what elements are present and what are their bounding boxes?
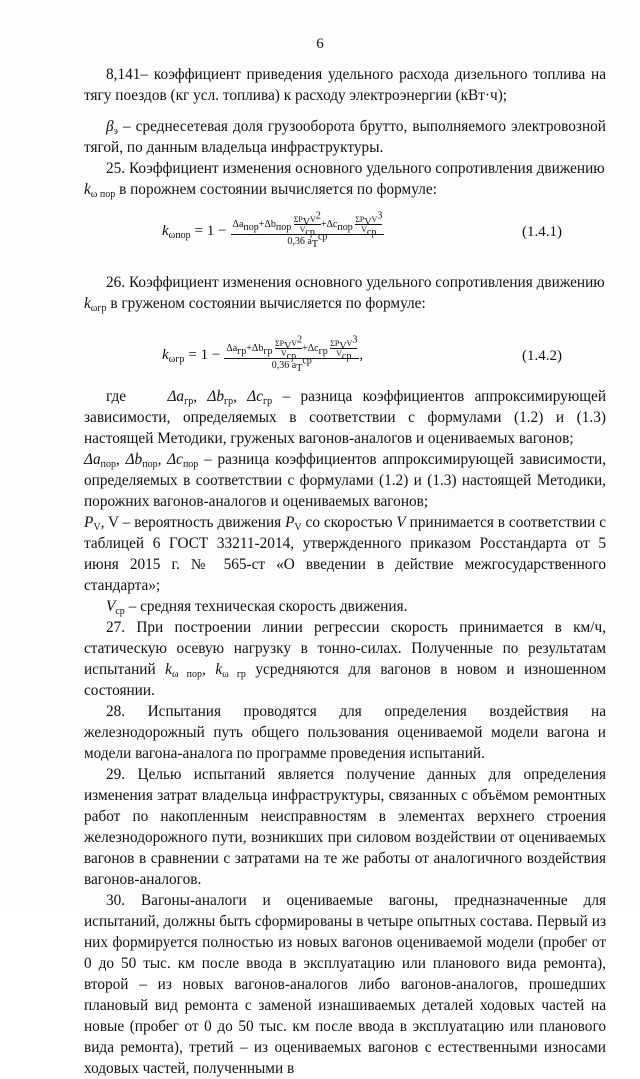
- f2-da-sub: гр: [237, 345, 247, 357]
- f1-fr1-bot: V: [299, 224, 306, 234]
- por-db-sub: пор: [142, 459, 158, 470]
- pv-v: V: [396, 514, 406, 531]
- formula-1-4-2: [84, 324, 606, 386]
- where-gr-text: – разница коэффициентов аппроксимирующей зависимости, определяемых в соответствии с формулами (1.2) и (1.3) настоящей Методики, груженых вагонов-аналогов и оцениваемых вагонов;: [84, 388, 607, 447]
- p26-text-b: в груженом состоянии вычисляется по формуле:: [110, 295, 426, 312]
- f2-inner-frac1: [274, 333, 303, 362]
- f2-den-sup: ср: [302, 355, 312, 367]
- formula2-denominator: [271, 355, 312, 374]
- por-db: , Δb: [116, 451, 143, 468]
- formula1-lhs: [162, 221, 191, 242]
- pv-symbol-2: P: [285, 514, 295, 531]
- f2-fr2-top-sub: V: [339, 340, 347, 352]
- f1-fr1-top: ΣP: [293, 214, 303, 224]
- formula1-k: k: [162, 222, 169, 239]
- f1-da-sub: пор: [243, 221, 259, 233]
- formula2-lhs: [162, 345, 184, 366]
- f2-fr2-top: ΣP: [330, 338, 340, 348]
- f1-fr2-bot: V: [361, 224, 367, 234]
- where-da: Δa: [167, 388, 185, 405]
- f2-dc: +Δc: [302, 342, 319, 354]
- formula1-denominator: [287, 231, 328, 250]
- beta-symbol: β: [106, 118, 114, 135]
- formula2-k-sub: ωгр: [168, 353, 185, 365]
- where-por-text: – разница коэффициентов аппроксимирующей зависимости, определяемых в соответствии с формулами (1.2) и (1.3) настоящей Методики, порожних вагонов-аналогов и оцениваемых вагонов;: [84, 451, 607, 510]
- f2-fr2-bot-sub: ср: [341, 350, 352, 362]
- formula2-eq: = 1 −: [188, 346, 221, 363]
- f1-fr2-top: ΣP: [355, 214, 365, 224]
- f1-dc-sub: пор: [337, 221, 353, 233]
- paragraph-29: 29. Целью испытаний является получение данных для определения изменения затрат владельца инфраструктуры, связанных с объёмом ремонтных работ по накопленным неисправностям в элементах верхнего строения железнодорожного пути, возникших при силовом воздействии от оцениваемых вагонов в сравнении с затратами на те же работы от аналогичного воздействия вагонов-аналогов.: [84, 766, 606, 888]
- f1-fr1-bot-sub: ср: [305, 226, 315, 238]
- formula2-k: k: [162, 346, 169, 363]
- paragraph-where-por: [84, 449, 606, 512]
- f2-fr2-bot: V: [336, 348, 342, 358]
- formula1-fraction: [231, 209, 385, 250]
- f1-fr1-top-v: V: [310, 214, 316, 224]
- f1-fr1-top-sup: 2: [315, 209, 321, 221]
- pv-text-a: , V – вероятность движения: [100, 514, 282, 531]
- f1-fr2-top-sub: V: [364, 216, 372, 228]
- formula1-numerator: [231, 209, 385, 238]
- where-dc: , Δc: [233, 388, 264, 405]
- document-body: [84, 64, 606, 1079]
- where-da-sub: гр: [184, 396, 194, 407]
- f2-den-sub: T: [296, 362, 303, 374]
- f1-den: 0,36 a: [287, 235, 312, 247]
- f2-fr1-top-v: V: [291, 338, 298, 348]
- paragraph-27: [84, 617, 606, 701]
- pv-text-b: со скоростью: [305, 514, 393, 531]
- f1-den-sup: ср: [317, 231, 328, 243]
- p27-text-b: усредняются для вагонов в новом и изношенном состоянии.: [84, 661, 607, 699]
- f2-db-sub: гр: [263, 345, 273, 357]
- f2-fr2-top-sup: 3: [352, 333, 358, 345]
- vcp-text: – средняя техническая скорость движения.: [128, 598, 408, 615]
- pv-text-c: принимается в соответствии с таблицей 6 ГОСТ 33211-2014, утвержденного приказом Росстандарта от 5 июня 2015 г. № 565-ст «О введении в действие межгосударственного стандарта»;: [84, 514, 607, 594]
- p26-text-a: 26. Коэффициент изменения основного удельного сопротивления движению: [106, 274, 605, 291]
- formula1-number: (1.4.1): [522, 224, 562, 240]
- vcp-symbol: V: [106, 598, 116, 615]
- paragraph-beta: [84, 116, 606, 158]
- where-dc-sub: гр: [263, 396, 273, 407]
- formula-1-4-1: [84, 200, 606, 262]
- p25-symbol: k: [84, 181, 91, 198]
- formula1-eq: = 1 −: [194, 222, 227, 239]
- formula2-comma: ,: [359, 346, 364, 363]
- beta-subscript: э: [113, 126, 118, 137]
- f1-inner-frac2: [355, 209, 383, 238]
- paragraph-26: [84, 272, 606, 314]
- f2-inner-frac2: [330, 333, 358, 362]
- p27-k2: k: [215, 661, 223, 678]
- por-da: Δa: [84, 451, 101, 468]
- f1-dc: +Δc: [320, 218, 338, 230]
- paragraph-25: [84, 158, 606, 200]
- f1-db: +Δb: [258, 218, 276, 230]
- pv-symbol: P: [84, 514, 94, 531]
- paragraph-vcp: [84, 596, 606, 617]
- por-dc-sub: пор: [182, 459, 199, 470]
- beta-text: – среднесетевая доля грузооборота брутто, выполняемого электровозной тягой, по данным владельца инфраструктуры.: [84, 118, 606, 156]
- formula2-numerator: [224, 333, 359, 362]
- por-da-sub: пор: [100, 459, 116, 470]
- f1-fr2-bot-sub: ср: [366, 226, 377, 238]
- pv-sub-2: V: [294, 522, 302, 533]
- f2-fr1-bot-sub: ср: [286, 350, 297, 362]
- f1-den-sub: T: [311, 238, 318, 250]
- paragraph-where-gr: [84, 386, 606, 449]
- paragraph-8141: 8,141– коэффициент приведения удельного расхода дизельного топлива на тягу поездов (кг усл. топлива) к расходу электроэнергии (кВт·ч);: [84, 66, 606, 104]
- formula2-number: (1.4.2): [522, 348, 562, 364]
- page-number: 6: [316, 36, 324, 52]
- p26-subscript: ωгр: [90, 303, 107, 314]
- por-dc: , Δc: [157, 451, 183, 468]
- pv-sub: V: [93, 522, 101, 533]
- p27-k1: k: [165, 661, 172, 678]
- p27-k2-sub: ω гр: [222, 669, 246, 680]
- f2-fr1-top: ΣP: [274, 338, 285, 348]
- f1-inner-frac1: [293, 209, 321, 238]
- paragraph-30: 30. Вагоны-аналоги и оцениваемые вагоны, предназначенные для испытаний, должны быть сформированы в четыре опытных состава. Первый из них формируется полностью из новых вагонов оцениваемой модели (пробег от 0 до 50 тыс. км после ввода в эксплуатацию или планового вида ремонта), второй – из новых вагонов-аналогов либо вагонов-аналогов, прошедших плановый вид ремонта с заменой изнашиваемых деталей ходовых частей на новые (пробег от 0 до 50 тыс. км после ввода в эксплуатацию или планового вида ремонта), третий – из оцениваемых вагонов с естественными износами ходовых частей, полученными в: [84, 892, 606, 1077]
- f1-fr1-top-sub: V: [302, 216, 311, 228]
- p25-subscript: ω пор: [90, 189, 116, 200]
- where-db-sub: гр: [224, 396, 234, 407]
- paragraph-28: 28. Испытания проводятся для определения воздействия на железнодорожный путь общего пользования оцениваемой модели вагона и модели вагона-аналога по программе проведения испытаний.: [84, 703, 606, 762]
- formula1-k-sub: ωпор: [168, 229, 191, 241]
- f2-fr1-bot: V: [280, 348, 287, 358]
- f1-fr2-top-v: V: [371, 214, 378, 224]
- f2-fr2-top-v: V: [346, 338, 353, 348]
- f2-db: +Δb: [246, 342, 264, 354]
- f1-fr2-top-sup: 3: [377, 209, 383, 221]
- where-word: где: [106, 388, 127, 405]
- f2-fr1-top-sub: V: [284, 340, 292, 352]
- p27-sep: ,: [202, 661, 206, 678]
- f1-db-sub: пор: [275, 221, 292, 233]
- p27-text-a: 27. При построении линии регрессии скорость принимается в км/ч, статическую осевую нагрузку в тонно-силах. Полученные по результатам испытаний: [84, 619, 606, 678]
- p26-symbol: k: [84, 295, 91, 312]
- formula2-fraction: [224, 333, 359, 374]
- p25-text-a: 25. Коэффициент изменения основного удельного сопротивления движению: [106, 160, 605, 177]
- vcp-sub: ср: [115, 606, 125, 617]
- p27-k1-sub: ω пор: [171, 669, 203, 680]
- p25-text-b: в порожнем состоянии вычисляется по формуле:: [119, 181, 437, 198]
- paragraph-pv: [84, 512, 606, 596]
- f2-dc-sub: гр: [318, 345, 328, 357]
- where-db: , Δb: [193, 388, 224, 405]
- f2-den: 0,36 a: [271, 359, 297, 371]
- f2-fr1-top-sup: 2: [297, 333, 303, 345]
- f1-da: Δa: [232, 218, 244, 230]
- f2-da: Δa: [226, 342, 238, 354]
